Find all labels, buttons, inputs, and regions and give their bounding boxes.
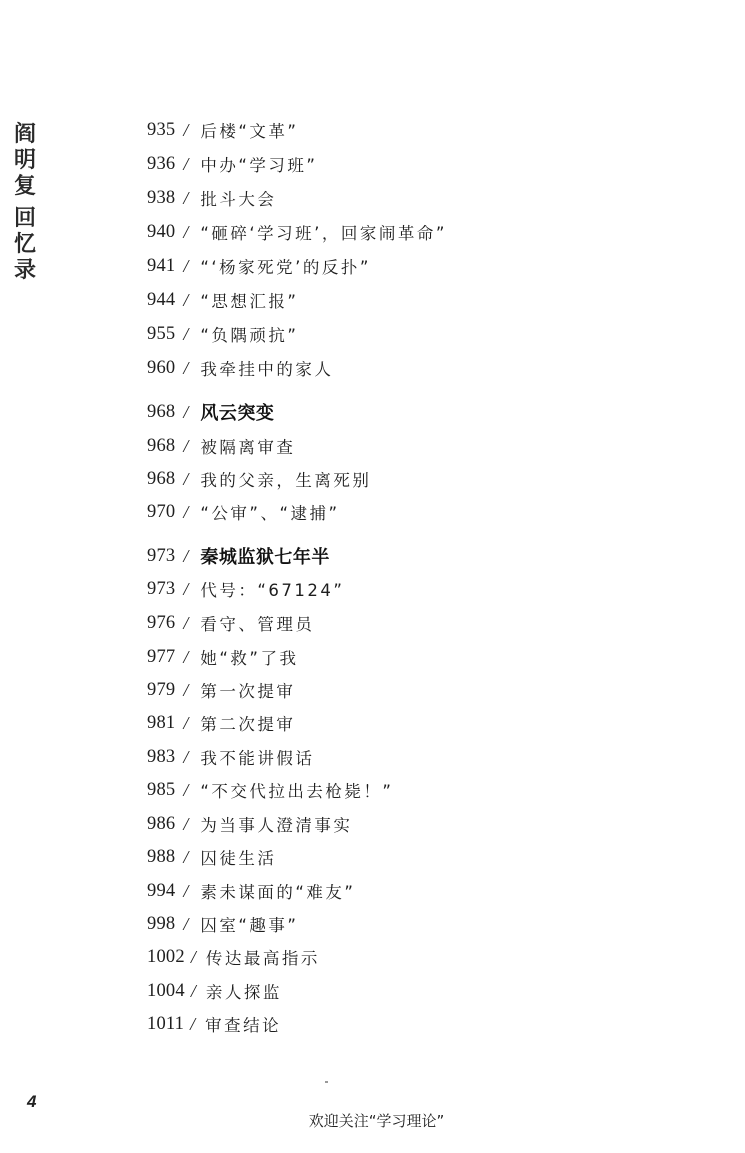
toc-entry xyxy=(147,183,276,213)
toc-separator: / xyxy=(190,946,196,967)
toc-separator: / xyxy=(183,221,189,242)
side-title-char: 阎 xyxy=(13,121,36,147)
toc-entry xyxy=(147,742,314,772)
toc-entry xyxy=(147,675,295,705)
toc-entry xyxy=(147,574,344,604)
toc-title: 审查结论 xyxy=(205,1016,282,1035)
toc-separator: / xyxy=(183,578,189,599)
toc-separator: / xyxy=(183,289,189,310)
side-title-char: 明 xyxy=(13,146,36,173)
toc-page-number: 935 xyxy=(147,119,176,140)
toc-separator: / xyxy=(183,779,189,800)
toc-separator: / xyxy=(183,746,189,767)
print-speck xyxy=(325,1081,328,1083)
toc-page-number: 977 xyxy=(147,646,176,667)
toc-title: 批斗大会 xyxy=(200,190,277,209)
toc-title: 亲人探监 xyxy=(205,983,282,1002)
toc-separator: / xyxy=(183,813,189,834)
side-title-char: 忆 xyxy=(13,230,36,257)
toc-entry xyxy=(147,942,320,972)
toc-entry xyxy=(147,642,298,672)
toc-page-number: 941 xyxy=(147,255,176,276)
toc-page-number: 955 xyxy=(147,323,176,344)
toc-entry xyxy=(147,809,352,839)
toc-separator: / xyxy=(183,468,189,489)
toc-title: “‘杨家死党’的反扑” xyxy=(200,258,371,277)
toc-page-number: 986 xyxy=(147,813,176,834)
toc-page-number: 981 xyxy=(147,712,176,733)
toc-section-title: 风云突变 xyxy=(200,403,275,424)
toc-separator: / xyxy=(183,501,189,522)
footer-watermark-text: 欢迎关注“学习理论” xyxy=(308,1112,445,1130)
toc-separator: / xyxy=(190,1013,196,1034)
toc-title: 我的父亲，生离死别 xyxy=(200,471,372,490)
toc-title: 素未谋面的“难友” xyxy=(200,883,356,902)
toc-title: 被隔离审查 xyxy=(200,438,296,457)
toc-page-number: 988 xyxy=(147,846,176,867)
toc-title: 囚室“趣事” xyxy=(200,916,299,935)
toc-entry xyxy=(147,1009,281,1039)
toc-title: “思想汇报” xyxy=(200,292,299,311)
toc-title: 第一次提审 xyxy=(200,682,296,701)
toc-separator: / xyxy=(183,612,189,633)
toc-section-title: 秦城监狱七年半 xyxy=(200,547,330,568)
toc-separator: / xyxy=(183,187,189,208)
toc-entry xyxy=(147,775,393,805)
toc-title: “负隅顽抗” xyxy=(200,326,299,345)
toc-title: 后楼“文革” xyxy=(200,122,299,141)
toc-separator: / xyxy=(183,846,189,867)
toc-entry xyxy=(147,976,282,1006)
toc-page-number: 944 xyxy=(147,289,176,310)
toc-entry xyxy=(147,909,298,939)
toc-section-heading xyxy=(147,397,274,427)
toc-title: “公审”、“逮捕” xyxy=(200,504,340,523)
toc-page-number: 968 xyxy=(147,401,176,422)
toc-separator: / xyxy=(183,712,189,733)
toc-page-number: 994 xyxy=(147,880,176,901)
toc-title: 我牵挂中的家人 xyxy=(200,360,334,379)
toc-page-number: 970 xyxy=(147,501,176,522)
page-number: 4 xyxy=(27,1092,37,1111)
toc-entry xyxy=(147,353,333,383)
toc-page-number: 983 xyxy=(147,746,176,767)
toc-page-number: 985 xyxy=(147,779,176,800)
toc-entry xyxy=(147,431,295,461)
toc-separator: / xyxy=(183,323,189,344)
toc-entry xyxy=(147,708,295,738)
toc-entry xyxy=(147,608,314,638)
toc-entry xyxy=(147,251,371,281)
side-title-char: 回 xyxy=(13,204,36,231)
toc-page-number: 973 xyxy=(147,578,176,599)
toc-separator: / xyxy=(183,357,189,378)
toc-page-number: 1011 xyxy=(147,1013,185,1034)
toc-separator: / xyxy=(183,679,189,700)
toc-separator: / xyxy=(183,913,189,934)
toc-separator: / xyxy=(183,646,189,667)
toc-title: 代号：“67124” xyxy=(200,581,345,600)
toc-page-number: 940 xyxy=(147,221,176,242)
toc-page-number: 968 xyxy=(147,468,176,489)
toc-separator: / xyxy=(183,880,189,901)
toc-entry xyxy=(147,842,276,872)
toc-title: “不交代拉出去枪毙！” xyxy=(200,782,394,801)
toc-entry xyxy=(147,285,298,315)
toc-separator: / xyxy=(183,153,189,174)
toc-separator: / xyxy=(183,545,189,566)
toc-title: 我不能讲假话 xyxy=(200,749,315,768)
toc-page-number: 976 xyxy=(147,612,176,633)
toc-title: 为当事人澄清事实 xyxy=(200,816,353,835)
toc-title: 传达最高指示 xyxy=(205,949,320,968)
side-title-char: 录 xyxy=(13,256,36,283)
toc-separator: / xyxy=(183,401,189,422)
toc-page-number: 968 xyxy=(147,435,176,456)
toc-separator: / xyxy=(183,435,189,456)
toc-title: 看守、管理员 xyxy=(200,615,315,634)
toc-page-number: 1004 xyxy=(147,980,185,1001)
toc-entry xyxy=(147,497,340,527)
toc-entry xyxy=(147,464,371,494)
toc-title: 第二次提审 xyxy=(200,715,296,734)
toc-title: 她“救”了我 xyxy=(200,649,299,668)
toc-section-heading xyxy=(147,541,330,571)
toc-separator: / xyxy=(183,119,189,140)
toc-page-number: 979 xyxy=(147,679,176,700)
toc-separator: / xyxy=(190,980,196,1001)
toc-separator: / xyxy=(183,255,189,276)
toc-page-number: 936 xyxy=(147,153,176,174)
toc-page-number: 998 xyxy=(147,913,176,934)
toc-page-number: 960 xyxy=(147,357,176,378)
toc-entry xyxy=(147,217,447,247)
side-title-char: 复 xyxy=(13,172,36,199)
side-book-title xyxy=(12,122,38,284)
toc-title: 囚徒生活 xyxy=(200,849,277,868)
toc-entry xyxy=(147,149,317,179)
toc-title: “砸碎‘学习班’，回家闹革命” xyxy=(200,224,447,243)
toc-title: 中办“学习班” xyxy=(200,156,318,175)
toc-page-number: 938 xyxy=(147,187,176,208)
toc-entry xyxy=(147,876,355,906)
toc-page-number: 973 xyxy=(147,545,176,566)
toc-entry xyxy=(147,115,298,145)
toc-entry xyxy=(147,319,298,349)
toc-page-number: 1002 xyxy=(147,946,185,967)
